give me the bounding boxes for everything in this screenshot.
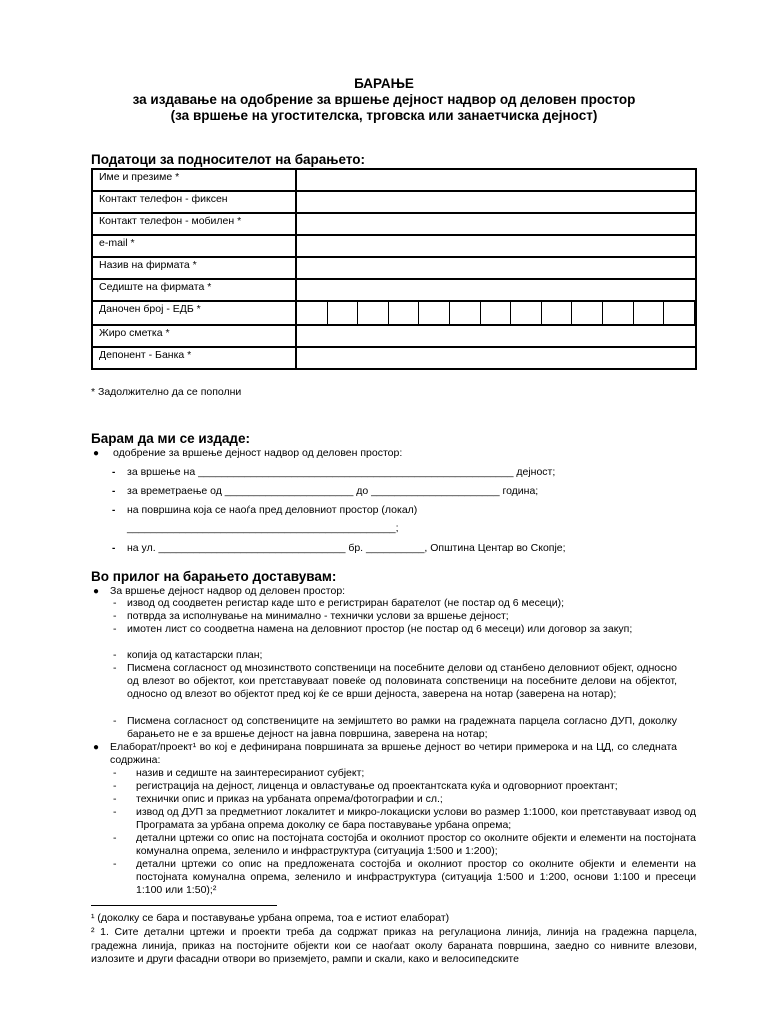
field-label: Контакт телефон - фиксен <box>92 191 296 213</box>
bullet-icon: ● <box>93 586 100 597</box>
document-subtitle-scope: (за вршење на угостителска, трговска или занаетчиска дејност) <box>170 108 598 123</box>
elaborate-item: извод од ДУП за предметниот локалитет и микро-локациски услови во размер 1:1000, кои претставуваат извод од Програмата за урбана опрема доколку се бара поставување урбана опрема; <box>136 806 696 832</box>
field-label: Назив на фирмата * <box>92 257 296 279</box>
tax-number-cells[interactable] <box>297 302 695 324</box>
dash-icon: - <box>113 780 117 792</box>
dash-icon: - <box>113 597 117 609</box>
field-label: e-mail * <box>92 235 296 257</box>
attachments-heading: Во прилог на барањето доставувам: <box>91 569 337 584</box>
attachments-bullet: Елаборат/проект¹ во кој е дефинирана површината за вршење дејност во четири примерока и на ЦД, со следната содржина: <box>110 741 677 767</box>
attachment-item: извод од соодветен регистар каде што е регистриран барателот (не постар од 6 месеци); <box>127 597 564 609</box>
tax-number-input[interactable] <box>296 301 696 325</box>
dash-icon: - <box>113 715 117 727</box>
name-input[interactable] <box>296 169 696 191</box>
dash-icon: - <box>113 858 117 870</box>
bank-account-input[interactable] <box>296 325 696 347</box>
bullet-icon: ● <box>93 742 100 753</box>
attachment-item: копија од катастарски план; <box>127 649 263 661</box>
document-subtitle: за издавање на одобрение за вршење дејност надвор од деловен простор <box>132 92 636 107</box>
company-seat-input[interactable] <box>296 279 696 301</box>
mobile-input[interactable] <box>296 213 696 235</box>
elaborate-item: технички опис и приказ на урбаната опрема/фотографии и сл.; <box>136 793 443 805</box>
dash-icon: - <box>113 806 117 818</box>
dash-icon: - <box>112 543 116 554</box>
footnote-separator <box>91 905 277 906</box>
request-item-continuation: ______________________________________________; <box>127 522 399 534</box>
footnote-1: ¹ (доколку се бара и поставување урбана опрема, тоа е истиот елаборат) <box>91 912 450 924</box>
elaborate-item: детални цртежи со опис на предложената состојба и околниот простор со околните објекти и елементи на постојната комунална опрема, зеленило и инфраструктура (ситуација 1:500 и 1:200, основи 1:100 и пресеци 1:100 или 1:50);² <box>136 858 696 897</box>
field-label: Жиро сметка * <box>92 325 296 347</box>
field-label: Даночен број - ЕДБ * <box>92 301 296 325</box>
request-heading: Барам да ми се издаде: <box>91 431 250 446</box>
request-item: за вршење на ______________________________________________________ дејност; <box>127 466 556 478</box>
attachments-bullet: За вршење дејност надвор од деловен простор: <box>110 585 346 597</box>
email-input[interactable] <box>296 235 696 257</box>
footnote-2: ² 1. Сите детални цртежи и проекти треба да содржат приказ на регулациона линија, линија на градежна парцела, градежна линија, приказ на постојните објекти кои се наоѓаат околу бараната површина, заедно со нивните влезови, излозите и други фасадни отвори во приземјето, рампи и скали, како и велосипедските <box>91 926 697 965</box>
dash-icon: - <box>112 486 116 497</box>
request-item-text: на површина која се наоѓа пред деловниот простор (локал) <box>127 504 418 516</box>
elaborate-item: детални цртежи со опис на постојната состојба и околниот простор со околните објекти и елементи на постојната комунална опрема, зеленило и инфраструктура (ситуација 1:500 и 1:200); <box>136 832 696 858</box>
attachment-item: Писмена согласност од мнозинството сопственици на посебните делови од станбено деловниот објект, односно од влезот во објектот, кои претставуваат повеќе од половината сопственици на посебните делови на објектот, односно од влезот во објектот пред кој ќе се врши дејноста, заверена на нотар (заверена на нотар); <box>127 662 677 701</box>
attachment-item: имотен лист со соодветна намена на деловниот простор (не постар од 6 месеци) или договор за закуп; <box>127 623 633 635</box>
request-item: за времетраење од ______________________ до ______________________ година; <box>127 485 539 497</box>
elaborate-item: назив и седиште на заинтересираниот субјект; <box>136 767 365 779</box>
applicant-heading: Податоци за подносителот на барањето: <box>91 152 366 167</box>
required-note: * Задолжително да се пополни <box>91 386 242 398</box>
attachment-item: Писмена согласност од сопствениците на земјиштето во рамки на градежната парцела согласно ДУП, доколку барањето не е за вршење дејност на јавна површина, заверена на нотар; <box>127 715 677 741</box>
bank-input[interactable] <box>296 347 696 369</box>
field-label: Контакт телефон - мобилен * <box>92 213 296 235</box>
dash-icon: - <box>113 623 117 635</box>
bullet-icon: ● <box>93 448 100 459</box>
dash-icon: - <box>113 793 117 805</box>
dash-icon: - <box>112 505 116 516</box>
field-label: Депонент - Банка * <box>92 347 296 369</box>
dash-icon: - <box>113 662 117 674</box>
dash-icon: - <box>113 832 117 844</box>
request-bullet: одобрение за вршење дејност надвор од деловен простор: <box>113 447 403 459</box>
request-item: на ул. ________________________________ бр. __________, Општина Центар во Скопје; <box>127 542 566 554</box>
document-title: БАРАЊЕ <box>354 76 414 91</box>
field-label: Седиште на фирмата * <box>92 279 296 301</box>
landline-input[interactable] <box>296 191 696 213</box>
company-name-input[interactable] <box>296 257 696 279</box>
request-item <box>127 504 675 517</box>
dash-icon: - <box>113 610 117 622</box>
dash-icon: - <box>112 467 116 478</box>
dash-icon: - <box>113 767 117 779</box>
attachment-item: потврда за исполнување на минимално - технички услови за вршење дејност; <box>127 610 509 622</box>
elaborate-item: регистрација на дејност, лиценца и овластување од проектантската куќа и одговорниот проектант; <box>136 780 618 792</box>
field-label: Име и презиме * <box>92 169 296 191</box>
dash-icon: - <box>113 649 117 661</box>
applicant-table <box>91 168 697 370</box>
